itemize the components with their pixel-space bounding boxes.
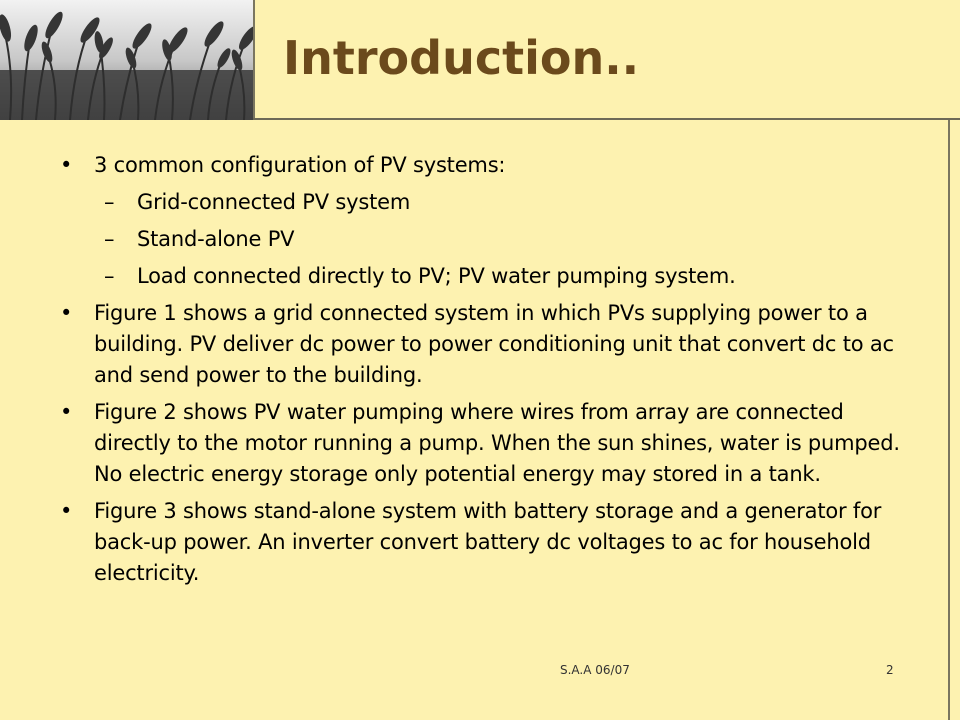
sub-bullet-item	[60, 187, 900, 218]
bullet-item	[60, 298, 900, 391]
wheat-field-image	[0, 0, 253, 120]
bullet-marker: •	[60, 400, 73, 424]
sub-bullet-marker: –	[104, 264, 115, 288]
slide-title: Introduction..	[283, 31, 640, 85]
sub-bullet-marker: –	[104, 190, 115, 214]
slide-body	[60, 150, 900, 595]
bullet-text: Figure 3 shows stand-alone system with battery storage and a generator for back-up power. An inverter convert battery dc voltages to ac for household electricity.	[94, 499, 882, 585]
sub-bullet-item	[60, 261, 900, 292]
footer-page-number: 2	[886, 663, 894, 677]
bullet-marker: •	[60, 153, 73, 177]
bullet-item	[60, 397, 900, 490]
footer-author: S.A.A 06/07	[560, 663, 630, 677]
sub-bullet-text: Load connected directly to PV; PV water pumping system.	[137, 264, 736, 288]
sub-bullet-item	[60, 224, 900, 255]
wheat-field-icon	[0, 0, 253, 120]
bullet-item	[60, 150, 900, 181]
bullet-marker: •	[60, 301, 73, 325]
right-border	[948, 120, 950, 720]
title-divider	[253, 118, 960, 120]
sub-bullet-text: Grid-connected PV system	[137, 190, 411, 214]
bullet-item	[60, 496, 900, 589]
sub-bullet-marker: –	[104, 227, 115, 251]
sub-bullet-text: Stand-alone PV	[137, 227, 295, 251]
bullet-text: Figure 1 shows a grid connected system in which PVs supplying power to a building. PV deliver dc power to power conditioning unit that convert dc to ac and send power to the building.	[94, 301, 894, 387]
header-image-edge	[253, 0, 255, 120]
bullet-marker: •	[60, 499, 73, 523]
bullet-text: Figure 2 shows PV water pumping where wires from array are connected directly to the motor running a pump. When the sun shines, water is pumped. No electric energy storage only potential energy may stored in a tank.	[94, 400, 900, 486]
bullet-text: 3 common configuration of PV systems:	[94, 153, 506, 177]
